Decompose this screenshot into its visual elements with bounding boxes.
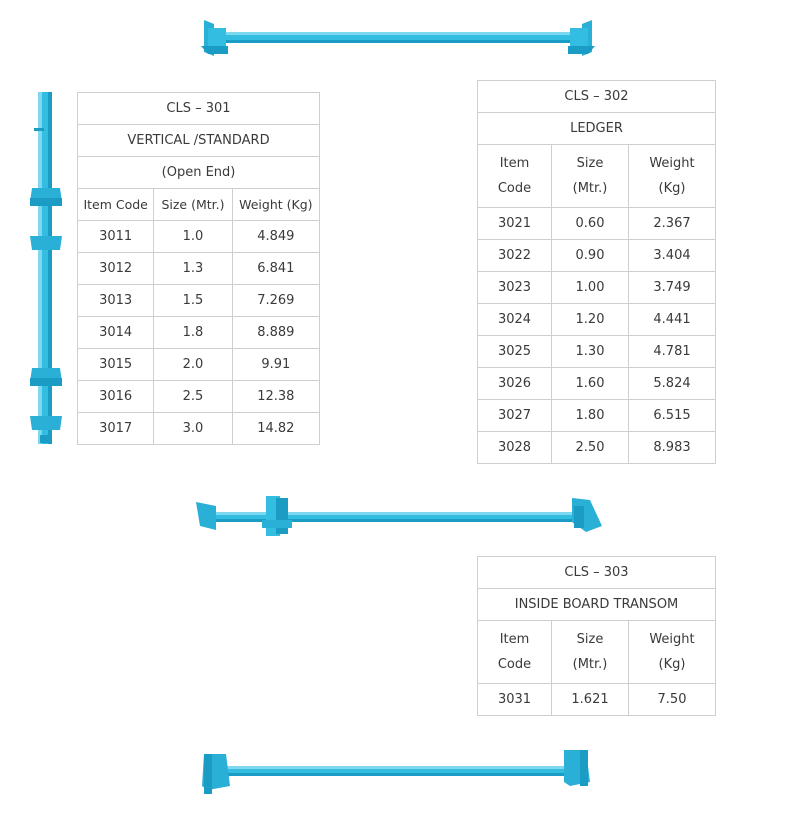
header-weight: Weight (Kg) <box>629 621 716 684</box>
cls-301-note: (Open End) <box>78 157 320 189</box>
item-code-cell: 3027 <box>478 400 552 432</box>
item-code-cell: 3013 <box>78 285 154 317</box>
weight-cell: 2.367 <box>629 208 716 240</box>
cls-302-table <box>477 80 716 464</box>
weight-cell: 8.889 <box>232 317 319 349</box>
cls-301-code: CLS – 301 <box>78 93 320 125</box>
size-cell: 1.00 <box>552 272 629 304</box>
size-cell: 0.90 <box>552 240 629 272</box>
item-code-cell: 3023 <box>478 272 552 304</box>
cls-303-code: CLS – 303 <box>478 557 716 589</box>
header-size: Size (Mtr.) <box>552 145 629 208</box>
item-code-cell: 3028 <box>478 432 552 464</box>
table-row <box>78 349 320 381</box>
item-code-cell: 3021 <box>478 208 552 240</box>
weight-cell: 14.82 <box>232 413 319 445</box>
table-row <box>478 432 716 464</box>
weight-cell: 9.91 <box>232 349 319 381</box>
item-code-cell: 3016 <box>78 381 154 413</box>
weight-cell: 4.441 <box>629 304 716 336</box>
cls-303-name: INSIDE BOARD TRANSOM <box>478 589 716 621</box>
weight-cell: 4.781 <box>629 336 716 368</box>
item-code-cell: 3014 <box>78 317 154 349</box>
header-item-code: Item Code <box>478 621 552 684</box>
header-size: Size (Mtr.) <box>552 621 629 684</box>
size-cell: 3.0 <box>154 413 232 445</box>
table-row <box>78 221 320 253</box>
item-code-cell: 3026 <box>478 368 552 400</box>
weight-cell: 3.404 <box>629 240 716 272</box>
cls-301-name: VERTICAL /STANDARD <box>78 125 320 157</box>
table-row <box>478 240 716 272</box>
item-code-cell: 3012 <box>78 253 154 285</box>
vertical-standard-image <box>24 90 68 452</box>
cls-302-name: LEDGER <box>478 113 716 145</box>
cls-301-table <box>77 92 320 445</box>
item-code-cell: 3025 <box>478 336 552 368</box>
weight-cell: 5.824 <box>629 368 716 400</box>
cls-302-code: CLS – 302 <box>478 81 716 113</box>
size-cell: 1.3 <box>154 253 232 285</box>
header-item-code: Item Code <box>78 189 154 221</box>
inside-board-transom-image <box>192 492 606 542</box>
size-cell: 1.0 <box>154 221 232 253</box>
item-code-cell: 3022 <box>478 240 552 272</box>
table-row <box>478 272 716 304</box>
item-code-cell: 3031 <box>478 684 552 716</box>
size-cell: 1.621 <box>552 684 629 716</box>
size-cell: 2.5 <box>154 381 232 413</box>
item-code-cell: 3017 <box>78 413 154 445</box>
header-weight: Weight (Kg) <box>232 189 319 221</box>
table-row <box>478 400 716 432</box>
table-row <box>478 684 716 716</box>
size-cell: 1.20 <box>552 304 629 336</box>
weight-cell: 8.983 <box>629 432 716 464</box>
weight-cell: 6.515 <box>629 400 716 432</box>
weight-cell: 7.50 <box>629 684 716 716</box>
size-cell: 1.5 <box>154 285 232 317</box>
table-row <box>478 304 716 336</box>
table-row <box>478 208 716 240</box>
size-cell: 2.0 <box>154 349 232 381</box>
ledger-image <box>198 16 598 62</box>
table-row <box>78 253 320 285</box>
table-row <box>78 413 320 445</box>
size-cell: 1.80 <box>552 400 629 432</box>
size-cell: 1.8 <box>154 317 232 349</box>
table-row <box>78 317 320 349</box>
u-ledger-image <box>198 746 594 802</box>
weight-cell: 7.269 <box>232 285 319 317</box>
size-cell: 0.60 <box>552 208 629 240</box>
header-weight: Weight (Kg) <box>629 145 716 208</box>
size-cell: 1.60 <box>552 368 629 400</box>
table-row <box>478 336 716 368</box>
size-cell: 2.50 <box>552 432 629 464</box>
weight-cell: 12.38 <box>232 381 319 413</box>
weight-cell: 6.841 <box>232 253 319 285</box>
cls-303-table <box>477 556 716 716</box>
weight-cell: 3.749 <box>629 272 716 304</box>
item-code-cell: 3024 <box>478 304 552 336</box>
header-item-code: Item Code <box>478 145 552 208</box>
table-row <box>78 381 320 413</box>
weight-cell: 4.849 <box>232 221 319 253</box>
item-code-cell: 3011 <box>78 221 154 253</box>
header-size: Size (Mtr.) <box>154 189 232 221</box>
table-row <box>478 368 716 400</box>
size-cell: 1.30 <box>552 336 629 368</box>
table-row <box>78 285 320 317</box>
item-code-cell: 3015 <box>78 349 154 381</box>
